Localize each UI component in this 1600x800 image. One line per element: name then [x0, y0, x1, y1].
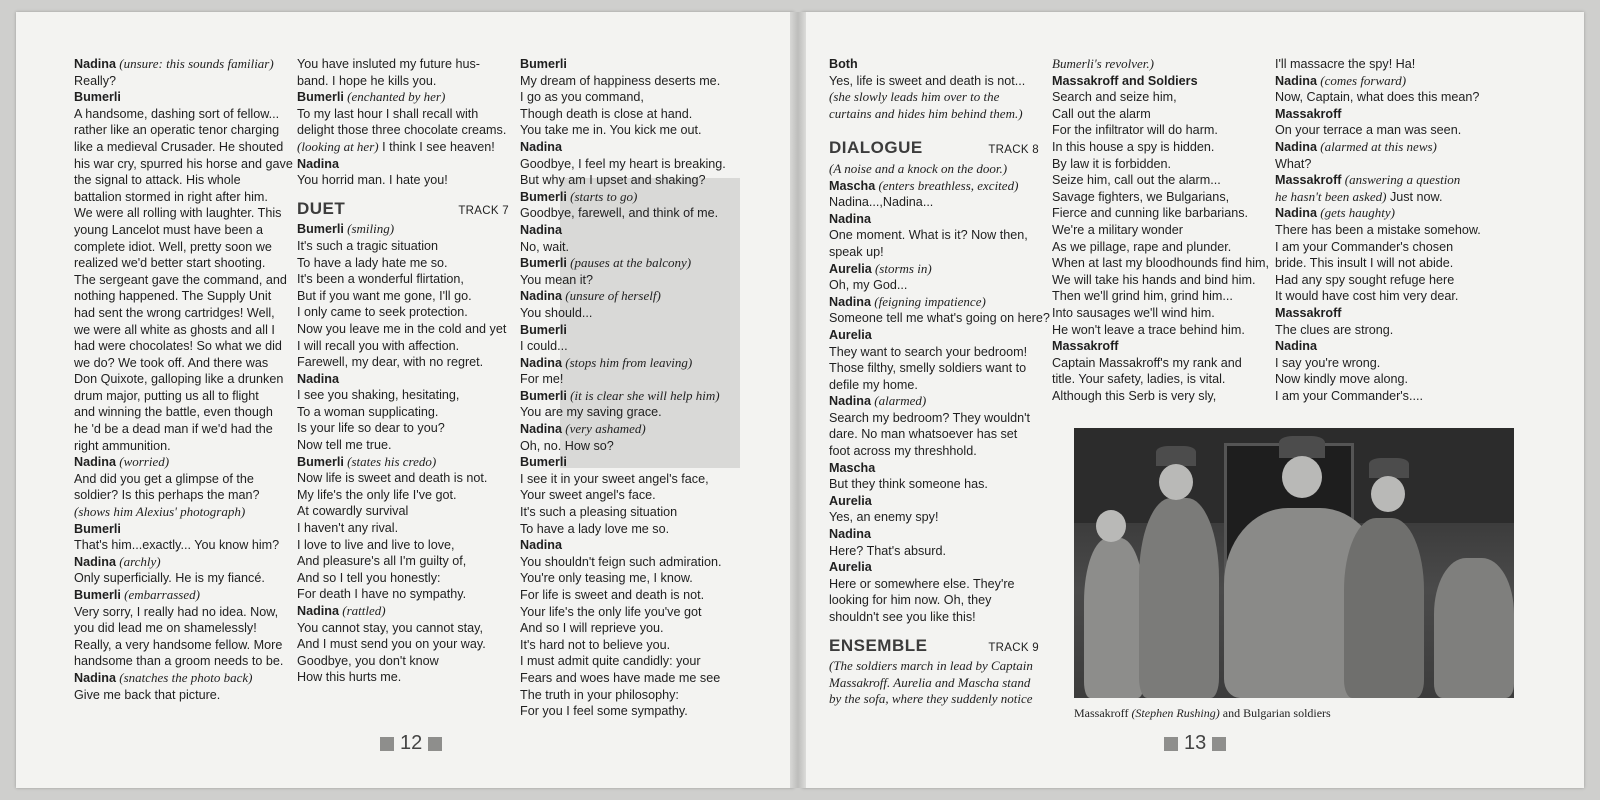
speaker-line: Bumerli (embarrassed) — [74, 587, 200, 602]
lyric-line: Now kindly move along. — [1275, 372, 1408, 387]
speaker-line: Mascha (enters breathless, excited) — [829, 177, 1019, 193]
lyric-line: When at last my bloodhounds find him, — [1052, 256, 1270, 271]
speaker-line: Nadina (alarmed) — [829, 393, 927, 409]
lyric-line: To my last hour I shall recall with — [297, 106, 479, 121]
speaker-line: Nadina (unsure: this sounds familiar) — [74, 56, 274, 71]
lyric-line: speak up! — [829, 244, 884, 259]
speaker-line: Nadina (rattled) — [297, 603, 386, 618]
lyric-line: Your sweet angel's face. — [520, 488, 656, 503]
speaker-line: Nadina (unsure of herself) — [520, 288, 661, 304]
lyric-line: Give me back that picture. — [74, 687, 221, 702]
lyric-line: For life is sweet and death is not. — [520, 588, 705, 602]
lyric-line: Yes, life is sweet and death is not... — [829, 73, 1026, 88]
lyric-line: I am your Commander's.... — [1275, 388, 1423, 403]
lyric-line: Is your life so dear to you? — [297, 421, 445, 436]
lyric-line: It would have cost him very dear. — [1275, 289, 1459, 304]
speaker-line: Aurelia (storms in) — [829, 260, 932, 276]
speaker-line: Nadina — [297, 371, 339, 386]
lyric-line: It's such a tragic situation — [297, 238, 439, 253]
lyric-line: We were all rolling with laughter. This — [74, 206, 282, 221]
production-photo — [1074, 428, 1514, 698]
lyric-line: nothing happened. The Supply Unit — [74, 289, 272, 304]
lyric-line: Fears and woes have made me see — [520, 670, 721, 685]
lyric-line: Really? — [74, 73, 116, 88]
lyric-line: They want to search your bedroom! — [829, 344, 1028, 359]
lyric-line: You cannot stay, you cannot stay, — [297, 620, 483, 635]
lyric-line: the signal to attack. His whole — [74, 173, 241, 188]
lyric-line: drum major, putting us all to flight — [74, 388, 259, 403]
lyric-line: No, wait. — [520, 239, 569, 254]
lyric-line: That's him...exactly... You know him? — [74, 538, 280, 553]
lyric-line: Your life's the only life you've got — [520, 604, 702, 619]
lyric-line: I could... — [520, 339, 568, 354]
lyric-line: delight those three chocolate creams. — [297, 123, 507, 138]
lyric-line: complete idiot. Well, pretty soon we — [74, 239, 272, 254]
lyric-line: For me! — [520, 372, 564, 387]
lyric-line: My life's the only life I've got. — [297, 487, 457, 502]
lyric-line: It's been a wonderful flirtation, — [297, 272, 464, 287]
speaker-line: Bumerli (states his credo) — [297, 453, 437, 469]
lyric-line: On your terrace a man was seen. — [1275, 123, 1462, 138]
lyric-line: I haven't any rival. — [297, 521, 399, 536]
speaker-line: Aurelia — [829, 560, 872, 575]
lyric-line: I go as you command, — [520, 90, 644, 105]
lyric-line: To have a lady hate me so. — [297, 255, 448, 270]
lyric-line: The truth in your philosophy: — [520, 687, 679, 702]
lyric-line: you did lead me on shamelessly! — [74, 621, 257, 636]
lyric-line: Now tell me true. — [297, 438, 392, 453]
lyric-line: we do? We took off. And there was — [74, 355, 269, 370]
lyric-line: Don Quixote, galloping like a drunken — [74, 372, 284, 387]
speaker-line: Bumerli (starts to go) — [520, 188, 638, 204]
lyric-line: battalion stormed in right after him. — [74, 189, 268, 204]
lyric-line: And I must send you on your way. — [297, 637, 486, 652]
speaker-line: Massakroff — [1275, 106, 1342, 121]
lyric-line: And pleasure's all I'm guilty of, — [297, 554, 467, 569]
lyric-line: How this hurts me. — [297, 670, 402, 685]
stage-direction: by the sofa, where they suddenly notice — [829, 691, 1033, 707]
lyric-line: To have a lady love me so. — [520, 521, 670, 536]
lyric-line: Though death is close at hand. — [520, 106, 693, 121]
lyric-line: Only superficially. He is my fiancé. — [74, 571, 265, 586]
lyric-line: For you I feel some sympathy. — [520, 704, 688, 719]
speaker-line: Massakroff and Soldiers — [1052, 73, 1198, 88]
lyric-line: You have insluted my future hus- — [297, 57, 480, 71]
lyric-line: looking for him now. Oh, they — [829, 593, 992, 608]
lyric-line: To a woman supplicating. — [297, 404, 439, 419]
lyric-line: Call out the alarm — [1052, 106, 1151, 121]
lyric-line: It's such a pleasing situation — [520, 505, 678, 520]
lyric-line: young Lancelot must have been a — [74, 222, 264, 237]
lyric-line: I only came to seek protection. — [297, 305, 468, 320]
lyric-line: Savage fighters, we Bulgarians, — [1052, 189, 1230, 204]
lyric-line: You take me in. You kick me out. — [520, 123, 702, 138]
speaker-line: Bumerli — [74, 90, 121, 105]
section-title: ENSEMBLE — [829, 635, 928, 655]
speaker-line: Nadina — [829, 211, 871, 226]
lyric-line: dare. No man whatsoever has set — [829, 427, 1018, 442]
speaker-line: Bumerli (it is clear she will help him) — [520, 387, 720, 403]
lyric-line: I say you're wrong. — [1275, 355, 1381, 370]
track-label: TRACK 8 — [988, 144, 1039, 157]
lyric-line: Oh, my God... — [829, 278, 908, 293]
lyric-line: Oh, no. How so? — [520, 438, 614, 453]
lyric-line: But they think someone has. — [829, 477, 988, 492]
lyric-line: What? — [1275, 156, 1312, 171]
speaker-line: Nadina (feigning impatience) — [829, 293, 986, 309]
speaker-line: Nadina — [520, 538, 562, 553]
lyric-line: By law it is forbidden. — [1052, 156, 1171, 171]
lyric-line: But why am I upset and shaking? — [520, 173, 706, 188]
stage-direction: (The soldiers march in lead by Captain — [829, 658, 1033, 674]
stage-direction: Massakroff. Aurelia and Mascha stand — [829, 674, 1031, 690]
lyric-line: rather like an operatic tenor charging — [74, 123, 280, 138]
lyric-line: Into sausages we'll wind him. — [1052, 305, 1215, 320]
speaker-line: Nadina (snatches the photo back) — [74, 669, 253, 685]
lyric-line: A handsome, dashing sort of fellow... — [74, 106, 280, 121]
lyric-line: He won't leave a trace behind him. — [1052, 322, 1245, 337]
gutter-fold — [790, 12, 806, 788]
right-column-2 — [1052, 56, 1269, 404]
lyric-line: and winning the battle, even though — [74, 405, 273, 420]
lyric-line: You horrid man. I hate you! — [297, 173, 448, 188]
lyric-line: had were chocolates! So what we did — [74, 339, 282, 354]
lyric-line: I see it in your sweet angel's face, — [520, 471, 709, 486]
lyric-line: handsome than a groom needs to be. — [74, 654, 284, 669]
lyric-line: Goodbye, I feel my heart is breaking. — [520, 156, 726, 171]
lyric-line: realized we'd better start shooting. — [74, 256, 266, 271]
speaker-line: Bumerli — [520, 322, 567, 337]
lyric-line: The sergeant gave the command, and — [74, 272, 287, 287]
lyric-line: I must admit quite candidly: your — [520, 654, 701, 669]
lyric-line: For death I have no sympathy. — [297, 587, 467, 602]
lyric-line: Now, Captain, what does this mean? — [1275, 90, 1480, 105]
section-title: DUET — [297, 198, 346, 218]
lyric-line: Yes, an enemy spy! — [829, 510, 939, 525]
speaker-line: Bumerli (smiling) — [297, 221, 395, 237]
lyric-line: defile my home. — [829, 377, 918, 392]
lyric-line: You shouldn't feign such admiration. — [520, 554, 722, 569]
lyric-line: Fierce and cunning like barbarians. — [1052, 206, 1249, 221]
speaker-line: Massakroff — [1275, 305, 1342, 320]
lyric-line: Had any spy sought refuge here — [1275, 272, 1455, 287]
speaker-line: Both — [829, 57, 858, 71]
lyric-line: We're a military wonder — [1052, 222, 1183, 237]
lyric-line: Farewell, my dear, with no regret. — [297, 355, 484, 370]
lyric-line: shouldn't see you like this! — [829, 610, 976, 624]
right-column-1 — [829, 56, 1050, 708]
left-column-3 — [520, 56, 726, 720]
lyric-line: Now life is sweet and death is not. — [297, 471, 488, 486]
lyric-line: You're only teasing me, I know. — [520, 571, 693, 586]
stage-direction: he hasn't been asked) Just now. — [1275, 188, 1443, 204]
lyric-line: My dream of happiness deserts me. — [520, 73, 721, 88]
speaker-line: Bumerli — [520, 455, 567, 470]
lyric-line: It's hard not to believe you. — [520, 637, 671, 652]
lyric-line: You should... — [520, 305, 593, 320]
speaker-line: Aurelia — [829, 493, 872, 508]
speaker-line: Bumerli — [520, 57, 567, 71]
speaker-line: Nadina (alarmed at this news) — [1275, 138, 1437, 154]
dialogue-heading — [829, 140, 1039, 159]
lyric-line: like a medieval Crusader. He shouted — [74, 139, 284, 154]
stage-direction: (she slowly leads him over to the — [829, 89, 1000, 105]
speaker-line: Massakroff — [1052, 339, 1119, 354]
page-number-right: 13 — [1164, 732, 1226, 755]
speaker-line: Bumerli — [74, 521, 121, 536]
duet-heading — [297, 198, 509, 220]
stage-direction: Bumerli's revolver.) — [1052, 56, 1154, 71]
stage-direction: (looking at her) I think I see heaven! — [297, 138, 495, 154]
track-label: TRACK 7 — [458, 204, 509, 217]
speaker-line: Nadina (comes forward) — [1275, 72, 1407, 88]
lyric-line: foot across my threshhold. — [829, 444, 977, 459]
lyric-line: Here or somewhere else. They're — [829, 576, 1015, 591]
lyric-line: Really, a very handsome fellow. More — [74, 637, 283, 652]
lyric-line: Goodbye, farewell, and think of me. — [520, 206, 719, 221]
lyric-line: I'll massacre the spy! Ha! — [1275, 57, 1416, 71]
lyric-line: had sent the wrong cartridges! Well, — [74, 305, 275, 320]
speaker-line: Mascha — [829, 460, 876, 475]
speaker-line: Nadina (worried) — [74, 454, 170, 470]
lyric-line: I am your Commander's chosen — [1275, 239, 1454, 254]
lyric-line: Captain Massakroff's my rank and — [1052, 355, 1242, 370]
left-column-2 — [297, 56, 509, 686]
lyric-line: Then we'll grind him, grind him... — [1052, 289, 1233, 304]
speaker-line: Nadina — [297, 156, 339, 171]
left-column-1 — [74, 56, 293, 703]
lyric-line: The clues are strong. — [1275, 322, 1394, 337]
speaker-line: Nadina (archly) — [74, 553, 161, 569]
lyric-line: Those filthy, smelly soldiers want to — [829, 361, 1027, 376]
lyric-line: he 'd be a dead man if we'd had the — [74, 422, 273, 437]
lyric-line: And so I will reprieve you. — [520, 621, 664, 636]
lyric-line: Search and seize him, — [1052, 90, 1177, 105]
lyric-line: Here? That's absurd. — [829, 543, 946, 558]
lyric-line: Someone tell me what's going on here? — [829, 311, 1050, 326]
section-title: DIALOGUE — [829, 138, 923, 158]
speaker-line: Bumerli (pauses at the balcony) — [520, 255, 692, 271]
lyric-line: For the infiltrator will do harm. — [1052, 123, 1218, 138]
lyric-line: One moment. What is it? Now then, — [829, 228, 1028, 243]
lyric-line: You are my saving grace. — [520, 405, 662, 420]
lyric-line: In this house a spy is hidden. — [1052, 139, 1215, 154]
speaker-line: Nadina — [520, 139, 562, 154]
lyric-line: his war cry, spurred his horse and gave — [74, 156, 293, 171]
lyric-line: We will take his hands and bind him. — [1052, 272, 1256, 287]
speaker-line: Nadina — [520, 222, 562, 237]
lyric-line: Search my bedroom? They wouldn't — [829, 410, 1030, 425]
speaker-line: Nadina — [1275, 339, 1317, 354]
lyric-line: At cowardly survival — [297, 504, 409, 519]
lyric-line: I see you shaking, hesitating, — [297, 388, 460, 403]
lyric-line: we were all white as ghosts and all I — [74, 322, 275, 337]
lyric-line: You mean it? — [520, 272, 594, 287]
speaker-line: Bumerli (enchanted by her) — [297, 89, 446, 105]
lyric-line: I love to live and live to love, — [297, 537, 455, 552]
lyric-line: Now you leave me in the cold and yet — [297, 321, 507, 336]
lyric-line: title. Your safety, ladies, is vital. — [1052, 372, 1226, 387]
ensemble-heading — [829, 635, 1039, 657]
stage-direction: curtains and hides him behind them.) — [829, 105, 1023, 121]
lyric-line: I will recall you with affection. — [297, 338, 460, 353]
lyric-line: Although this Serb is very sly, — [1052, 388, 1217, 403]
lyric-line: Seize him, call out the alarm... — [1052, 173, 1221, 188]
lyric-line: As we pillage, rape and plunder. — [1052, 239, 1232, 254]
lyric-line: soldier? Is this perhaps the man? — [74, 488, 260, 503]
speaker-line: Nadina (stops him from leaving) — [520, 354, 693, 370]
lyric-line: Very sorry, I really had no idea. Now, — [74, 604, 279, 619]
speaker-line: Aurelia — [829, 327, 872, 342]
lyric-line: bride. This insult I will not abide. — [1275, 256, 1454, 271]
speaker-line: Nadina — [829, 527, 871, 542]
stage-direction: (A noise and a knock on the door.) — [829, 160, 1008, 176]
lyric-line: Goodbye, you don't know — [297, 653, 439, 668]
speaker-line: Nadina (very ashamed) — [520, 421, 646, 437]
lyric-line: And did you get a glimpse of the — [74, 471, 254, 486]
right-column-3 — [1275, 56, 1481, 404]
lyric-line: band. I hope he kills you. — [297, 73, 437, 88]
speaker-line: Nadina (gets haughty) — [1275, 205, 1395, 221]
stage-direction: (shows him Alexius' photograph) — [74, 504, 246, 520]
track-label: TRACK 9 — [988, 641, 1039, 654]
lyric-line: There has been a mistake somehow. — [1275, 222, 1481, 237]
lyric-line: right ammunition. — [74, 438, 171, 453]
page-number-left: 12 — [380, 732, 442, 755]
lyric-line: Nadina...,Nadina... — [829, 195, 934, 210]
lyric-line: And so I tell you honestly: — [297, 570, 441, 585]
speaker-line: Massakroff (answering a question — [1275, 172, 1461, 188]
photo-caption: Massakroff (Stephen Rushing) and Bulgarian soldiers — [1074, 706, 1331, 720]
lyric-line: But if you want me gone, I'll go. — [297, 288, 472, 303]
